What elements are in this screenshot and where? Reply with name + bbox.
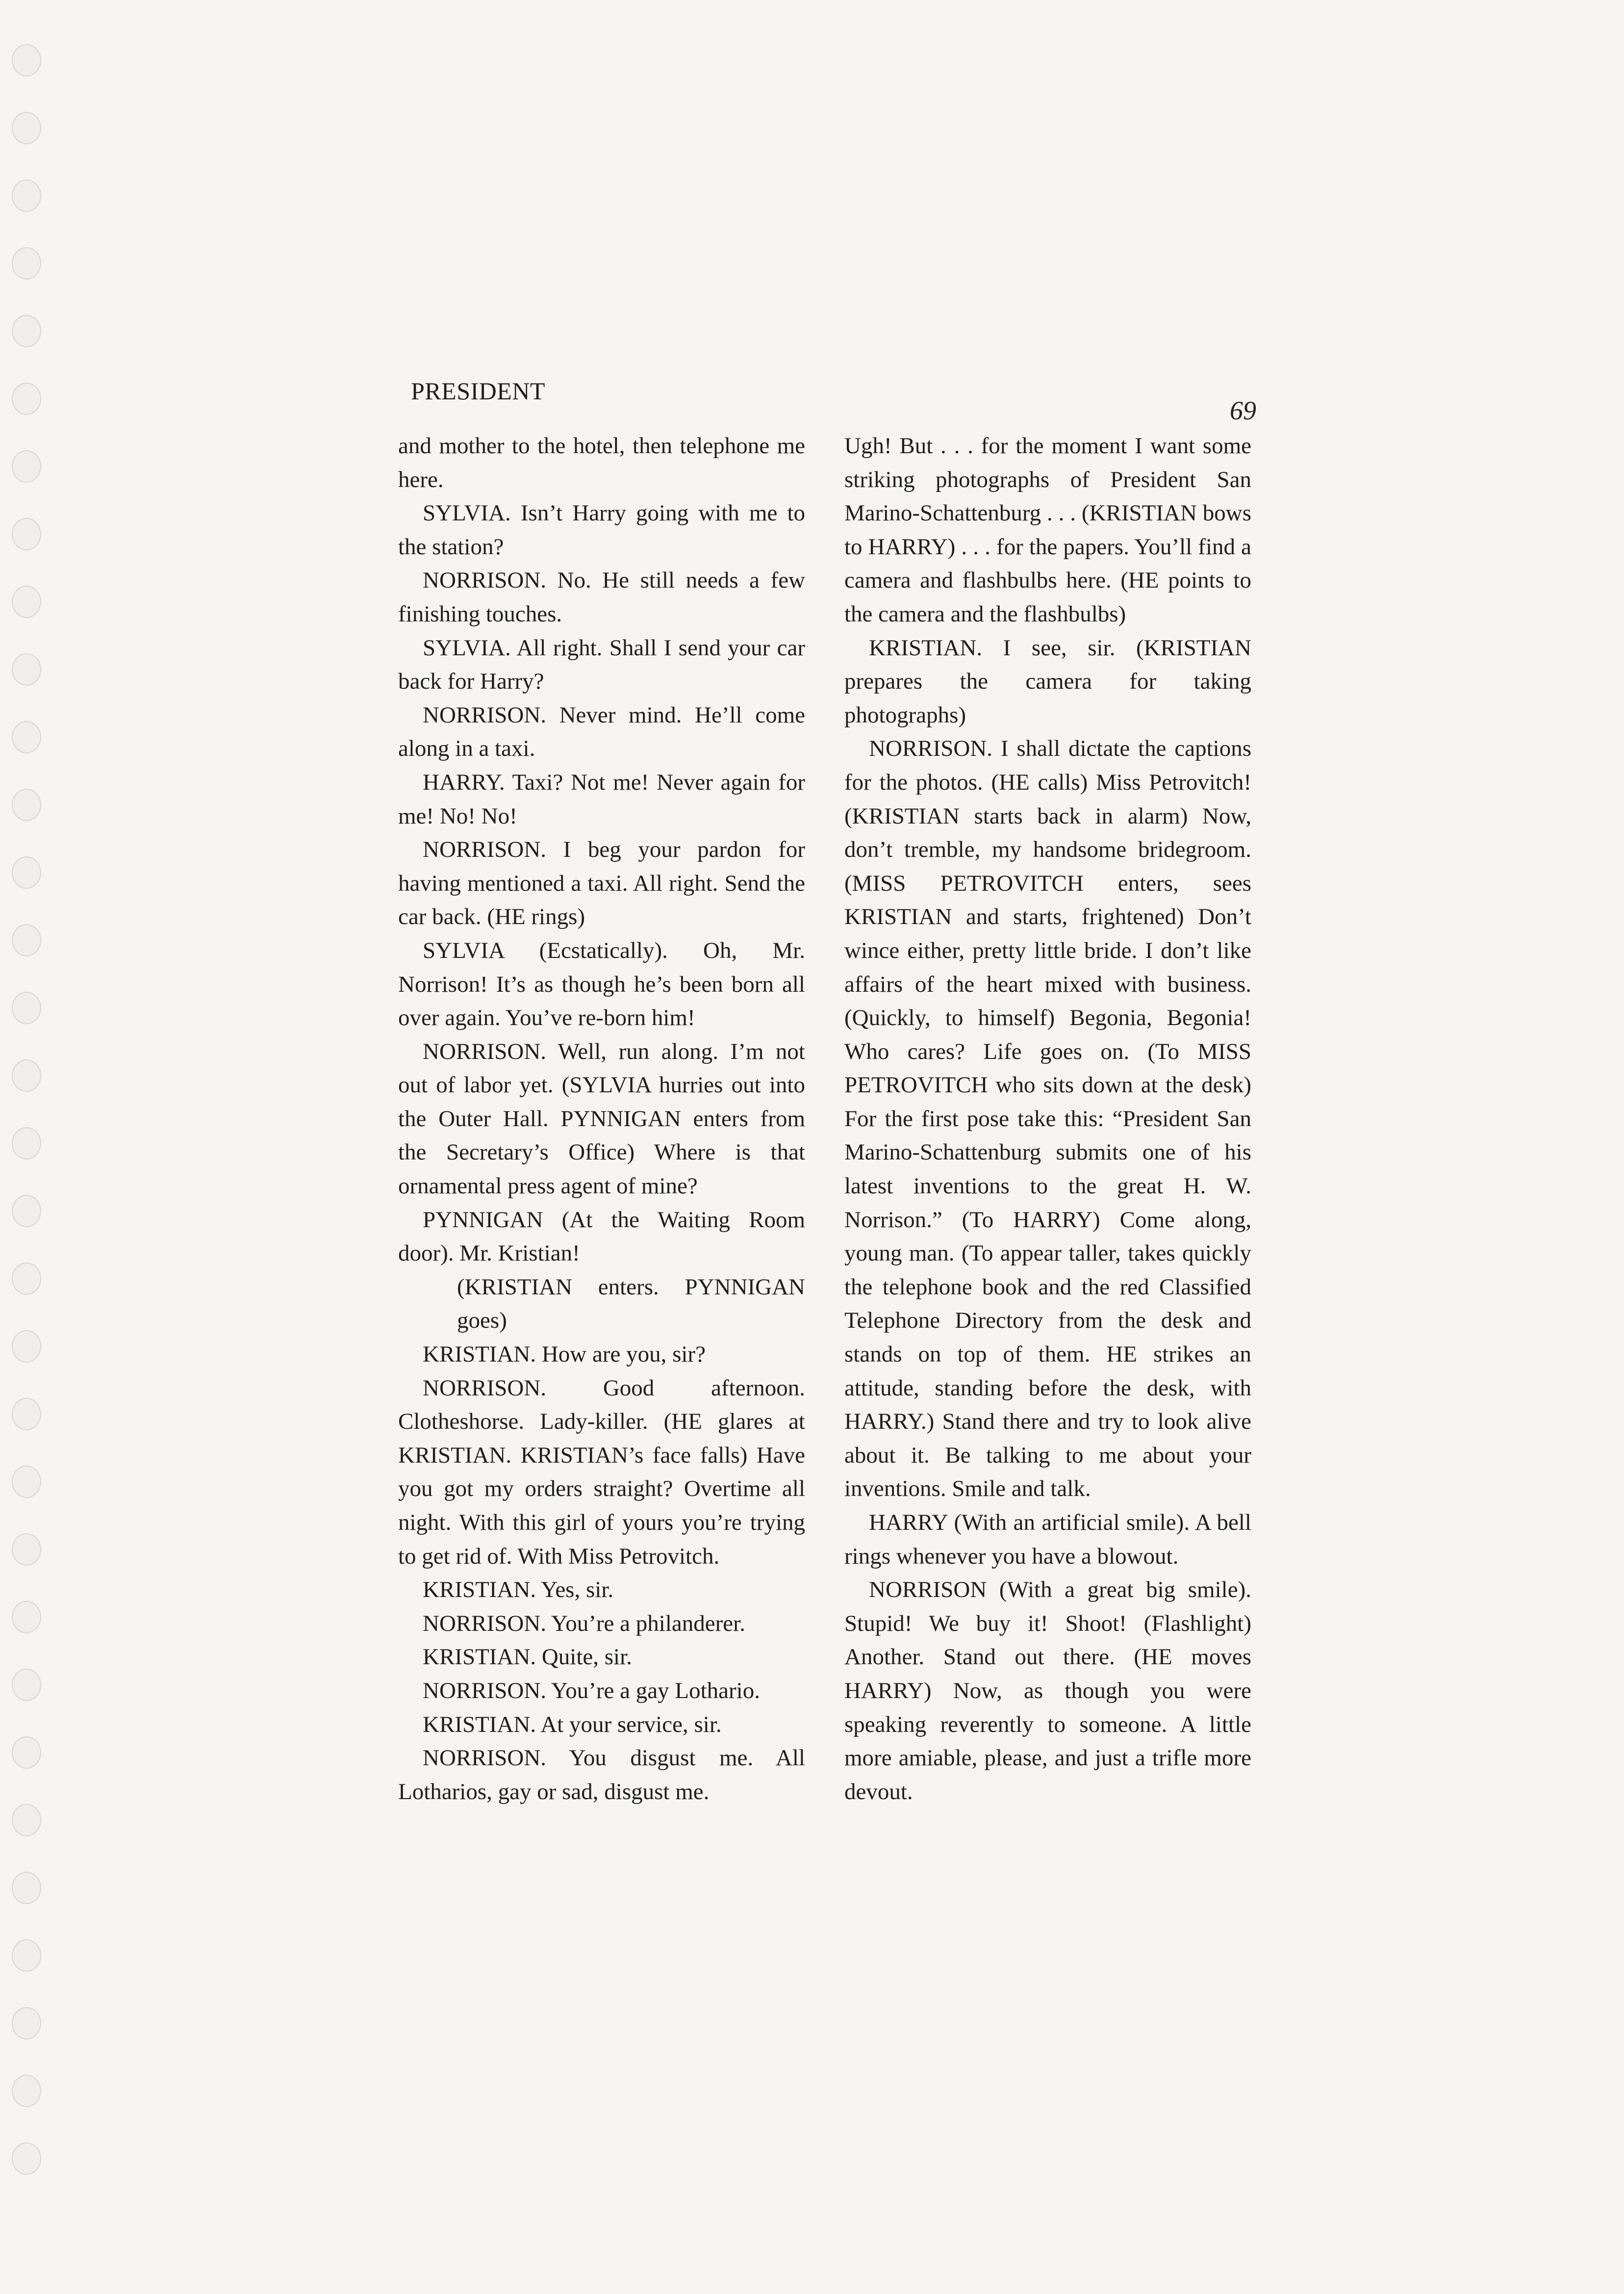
paragraph: and mother to the hotel, then telephone me here. (398, 433, 805, 492)
punch-hole (12, 1601, 41, 1633)
paragraph: NORRISON (With a great big smile). Stupid! We buy it! Shoot! (Flashlight) Another. Stand out there. (HE moves HARRY) Now, as though you were speaking reverently to someone. A little more amiable, please, and just a trifle more devout. (844, 1577, 1251, 1804)
stage-direction: (KRISTIAN enters. PYNNIGAN goes) (457, 1274, 805, 1334)
punch-hole (12, 1263, 41, 1295)
paragraph: Ugh! But . . . for the moment I want some striking photographs of President San Marino-Schattenburg . . . (KRISTIAN bows to HARRY) . . . for the papers. You’ll find a camera and flashbulbs here. (HE points to the camera and the flashbulbs) (844, 433, 1251, 627)
paragraph: SYLVIA. Isn’t Harry going with me to the station? (398, 500, 805, 560)
paragraph: NORRISON. Good afternoon. Clotheshorse. Lady-killer. (HE glares at KRISTIAN. KRISTIAN’s face falls) Have you got my orders straight? Overtime all night. With this girl of yours you’re trying to get rid of. With Miss Petrovitch. (398, 1375, 805, 1569)
punch-hole (12, 1059, 41, 1092)
punch-hole (12, 1398, 41, 1430)
punch-hole (12, 586, 41, 618)
running-title: PRESIDENT (411, 377, 545, 405)
punch-hole (12, 924, 41, 956)
punch-hole (12, 518, 41, 550)
punch-hole (12, 1939, 41, 1972)
punch-hole (12, 992, 41, 1024)
punch-hole (12, 653, 41, 686)
punch-hole (12, 1466, 41, 1498)
punch-hole (12, 1669, 41, 1701)
paragraph: NORRISON. Well, run along. I’m not out of labor yet. (SYLVIA hurries out into the Outer Hall. PYNNIGAN enters from the Secretary’s Office) Where is that ornamental press agent of mine? (398, 1038, 805, 1199)
punch-hole (12, 383, 41, 415)
punch-hole (12, 44, 41, 77)
paragraph: KRISTIAN. At your service, sir. (423, 1711, 722, 1737)
paragraph: PYNNIGAN (At the Waiting Room door). Mr. Kristian! (398, 1207, 805, 1266)
punch-hole (12, 1533, 41, 1566)
punch-hole (12, 180, 41, 212)
right-text-column (844, 429, 1251, 1808)
punch-hole (12, 2075, 41, 2107)
paragraph: KRISTIAN. I see, sir. (KRISTIAN prepares the camera for taking photographs) (844, 635, 1251, 728)
paragraph: HARRY (With an artificial smile). A bell rings whenever you have a blowout. (844, 1510, 1251, 1569)
punch-hole (12, 721, 41, 753)
paragraph: KRISTIAN. Yes, sir. (423, 1577, 614, 1603)
paragraph: KRISTIAN. Quite, sir. (423, 1644, 632, 1670)
left-text-column (398, 429, 805, 1808)
punch-hole (12, 1804, 41, 1836)
punch-hole (12, 2007, 41, 2039)
paragraph: KRISTIAN. How are you, sir? (423, 1341, 706, 1367)
punch-hole (12, 450, 41, 483)
punch-hole (12, 1195, 41, 1227)
paragraph: NORRISON. No. He still needs a few finishing touches. (398, 567, 805, 627)
punch-hole (12, 315, 41, 347)
punch-hole (12, 856, 41, 889)
paragraph: NORRISON. Never mind. He’ll come along in a taxi. (398, 702, 805, 762)
punch-hole (12, 1872, 41, 1904)
binder-punch-holes (5, 44, 49, 2210)
punch-hole (12, 2142, 41, 2175)
punch-hole (12, 112, 41, 144)
paragraph: HARRY. Taxi? Not me! Never again for me! No! No! (398, 769, 805, 829)
paragraph: NORRISON. You’re a gay Lothario. (423, 1677, 760, 1703)
punch-hole (12, 1736, 41, 1769)
punch-hole (12, 789, 41, 821)
punch-hole (12, 247, 41, 280)
page-number: 69 (1230, 396, 1256, 425)
paragraph: NORRISON. I shall dictate the captions for the photos. (HE calls) Miss Petrovitch! (KRISTIAN starts back in alarm) Now, don’t tremble, my handsome bridegroom. (MISS PETROVITCH enters, sees KRISTIAN and starts, frightened) Don’t wince either, pretty little bride. I don’t like affairs of the heart mixed with business. (Quickly, to himself) Begonia, Begonia! Who cares? Life goes on. (To MISS PETROVITCH who sits down at the desk) For the first pose take this: “President San Marino-Schattenburg submits one of his latest inventions to the great H. W. Norrison.” (To HARRY) Come along, young man. (To appear taller, takes quickly the telephone book and the red Classified Telephone Directory from the desk and stands on top of them. HE strikes an attitude, standing before the desk, with HARRY.) Stand there and try to look alive about it. Be talking to me about your inventions. Smile and talk. (844, 736, 1251, 1502)
paragraph: SYLVIA (Ecstatically). Oh, Mr. Norrison! It’s as though he’s been born all over again. You’ve re-born him! (398, 937, 805, 1031)
punch-hole (12, 1127, 41, 1160)
punch-hole (12, 1330, 41, 1363)
paragraph: SYLVIA. All right. Shall I send your car back for Harry? (398, 635, 805, 695)
paragraph: NORRISON. You’re a philanderer. (423, 1610, 745, 1636)
paragraph: NORRISON. I beg your pardon for having mentioned a taxi. All right. Send the car back. (HE rings) (398, 837, 805, 930)
paragraph: NORRISON. You disgust me. All Lotharios, gay or sad, disgust me. (398, 1745, 805, 1804)
